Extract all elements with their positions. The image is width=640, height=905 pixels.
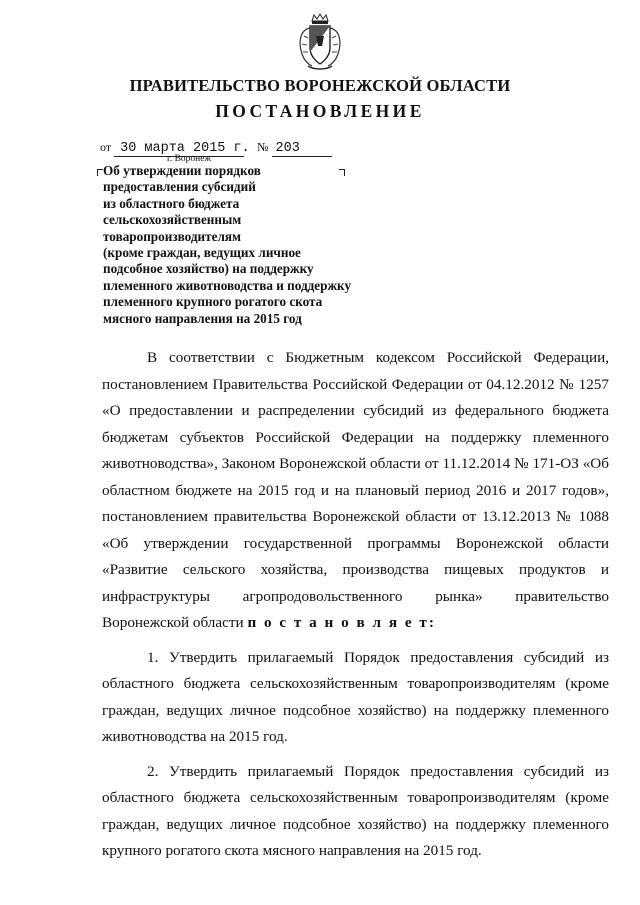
decree-date: 30 марта 2015 г. xyxy=(114,142,244,157)
city-label: г. Воронеж xyxy=(167,154,212,164)
title-line: товаропроизводителям xyxy=(103,228,241,244)
date-prefix: от xyxy=(100,140,112,154)
decree-verb: п о с т а н о в л я е т: xyxy=(247,614,436,631)
preamble-paragraph xyxy=(102,345,609,637)
decree-item-2: 2. Утвердить прилагаемый Порядок предоставления субсидий из областного бюджета сельскохозяйственным товаропроизводителям (кроме граждан, ведущих личное подсобное хозяйство) на поддержку племенного крупного рогатого скота мясного направления на 2015 год. xyxy=(102,762,609,859)
dateline xyxy=(100,140,332,157)
title-line: предоставления субсидий xyxy=(103,179,256,195)
emblem-graphic xyxy=(292,12,348,72)
title-line: подсобное хозяйство) на поддержку xyxy=(103,261,314,277)
preamble-text: В соответствии с Бюджетным кодексом Российской Федерации, постановлением Правительства Российской Федерации от 04.12.2012 № 1257 «О предоставлении и распределении субсидий из федерального бюджета бюджетам субъектов Российской Федерации на поддержку племенного животноводства», Законом Воронежской области от 11.12.2014 № 171-ОЗ «Об областном бюджете на 2015 год и на плановый период 2016 и 2017 годов», постановлением правительства Воронежской области от 13.12.2013 № 1088 «Об утверждении государственной программы Воронежской области «Развитие сельского хозяйства, производства пищевых продуктов и инфраструктуры агропродовольственного рынка» правительство Воронежской области xyxy=(102,349,609,631)
document-type-heading: ПОСТАНОВЛЕНИЕ xyxy=(215,101,425,121)
title-line: племенного животноводства и поддержку xyxy=(103,277,352,293)
number-label: № xyxy=(257,140,269,154)
coat-of-arms-icon xyxy=(292,12,348,72)
title-line: сельскохозяйственным xyxy=(103,212,242,228)
title-line: (кроме граждан, ведущих личное xyxy=(103,245,301,261)
government-name: ПРАВИТЕЛЬСТВО ВОРОНЕЖСКОЙ ОБЛАСТИ xyxy=(129,76,511,95)
title-line: мясного направления на 2015 год xyxy=(103,310,302,326)
title-line: Об утверждении порядков xyxy=(103,163,261,178)
decree-title xyxy=(103,163,403,327)
decree-body xyxy=(102,345,609,865)
title-line: племенного крупного рогатого скота xyxy=(103,294,323,310)
decree-number: 203 xyxy=(272,142,332,157)
title-line: из областного бюджета xyxy=(103,195,240,211)
decree-item-1: 1. Утвердить прилагаемый Порядок предоставления субсидий из областного бюджета сельскохозяйственным товаропроизводителям (кроме граждан, ведущих личное подсобное хозяйство) на поддержку племенного животноводства на 2015 год. xyxy=(102,648,609,745)
